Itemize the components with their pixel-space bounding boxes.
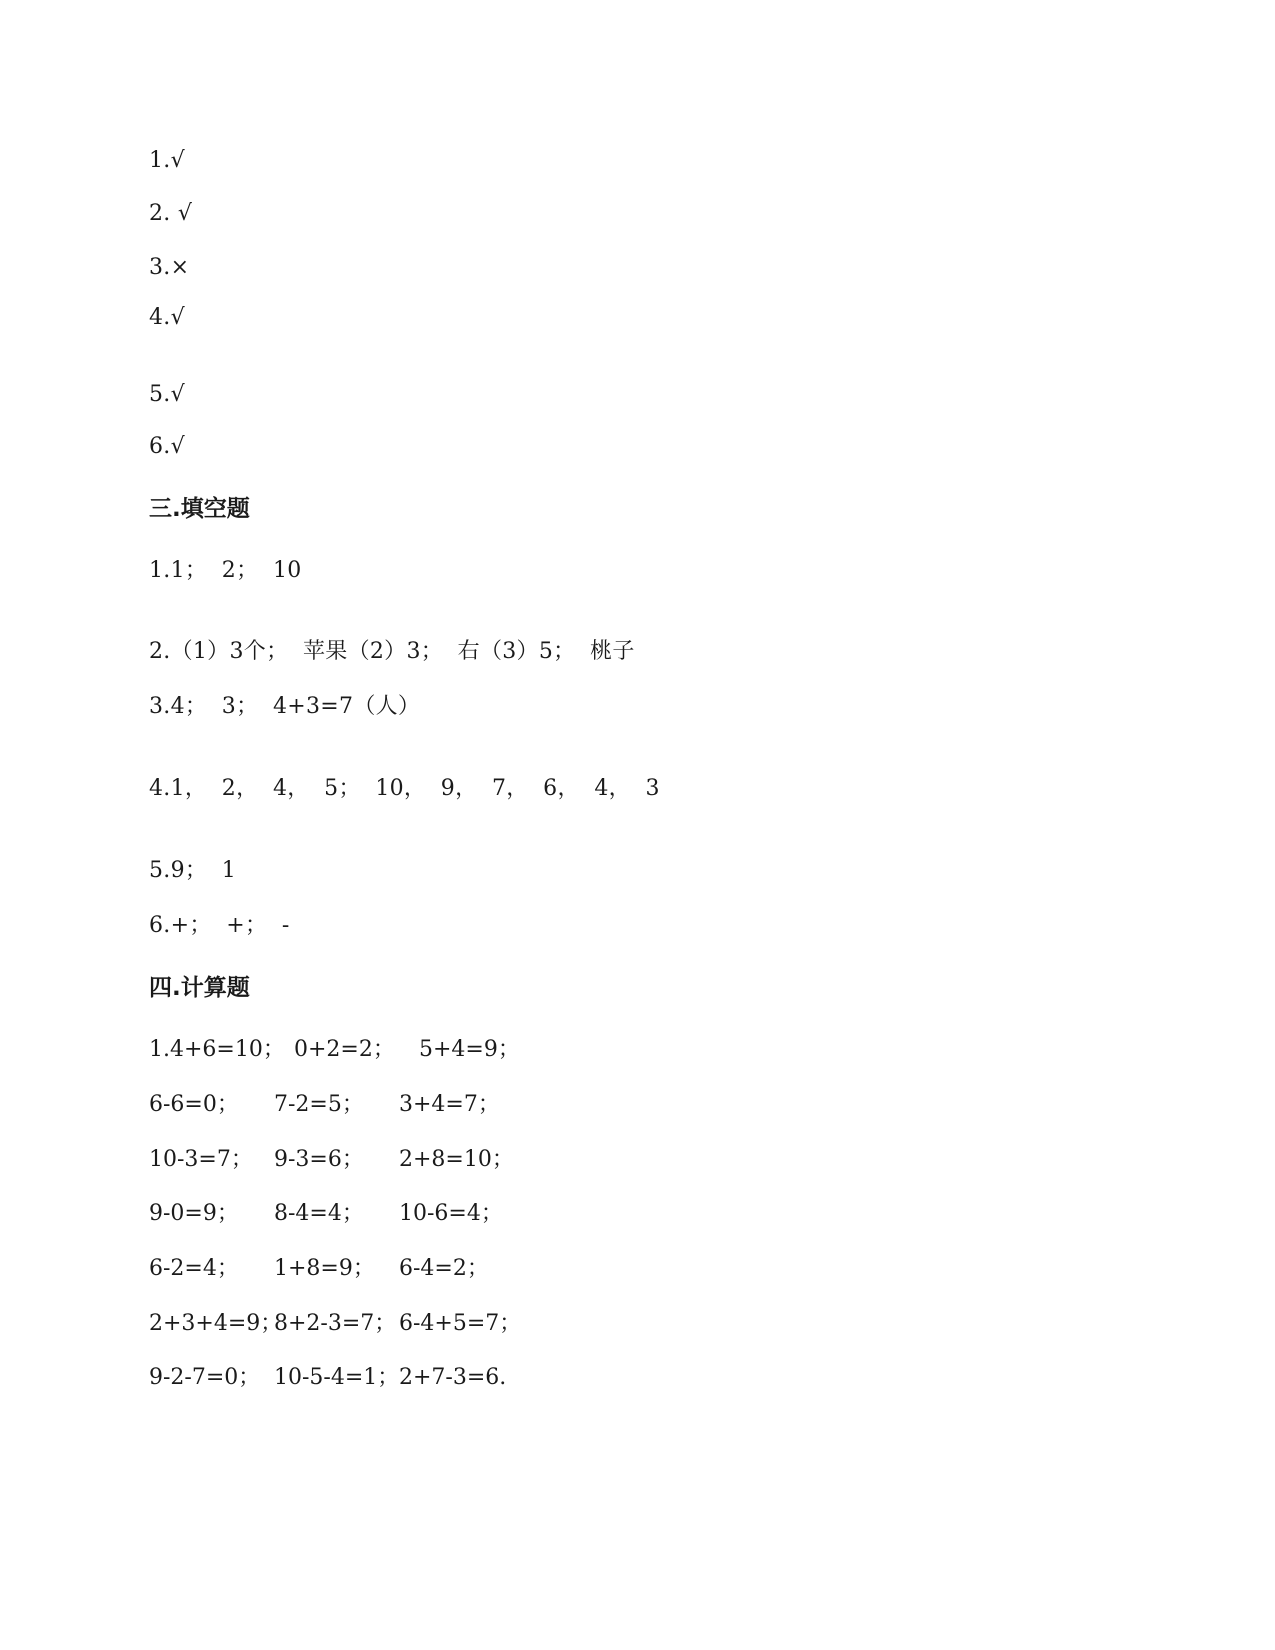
- judgement-answer-6: 6.√: [149, 434, 185, 459]
- calculation-row: [149, 1364, 507, 1392]
- fill-blank-heading: 三.填空题: [149, 496, 250, 522]
- calculation-cell: 0+2=2；: [294, 1037, 395, 1062]
- fill-blank-answer-3: 3.4； 3； 4+3=7（人）: [149, 694, 421, 719]
- calculation-cell: 6-2=4；: [149, 1256, 239, 1281]
- calculation-cell: 9-2-7=0；: [149, 1365, 261, 1390]
- fill-blank-answer-2: 2.（1）3个； 苹果（2）3； 右（3）5； 桃子: [149, 639, 635, 664]
- calculation-cell: 2+3+4=9；: [149, 1311, 283, 1336]
- judgement-answer-5: 5.√: [149, 382, 185, 407]
- calculation-cell: 1.4+6=10；: [149, 1037, 285, 1062]
- calculation-cell: 3+4=7；: [399, 1092, 500, 1117]
- calculation-cell: 6-4+5=7；: [399, 1311, 522, 1336]
- calculation-cell: 1+8=9；: [274, 1256, 375, 1281]
- calculation-cell: 10-3=7；: [149, 1147, 253, 1172]
- fill-blank-answer-5: 5.9； 1: [149, 858, 237, 883]
- calculation-cell: 6-4=2；: [399, 1256, 489, 1281]
- calculation-cell: 6-6=0；: [149, 1092, 239, 1117]
- calculation-cell: 9-0=9；: [149, 1201, 239, 1226]
- judgement-answer-3: 3.×: [149, 255, 190, 280]
- calculation-cell: 2+8=10；: [399, 1147, 514, 1172]
- calculation-row: [149, 1036, 520, 1064]
- fill-blank-answer-1: 1.1； 2； 10: [149, 558, 302, 583]
- calculation-cell: 8+2-3=7；: [274, 1311, 397, 1336]
- calculation-heading: 四.计算题: [149, 975, 250, 1001]
- calculation-row: [149, 1200, 503, 1228]
- calculation-cell: 9-3=6；: [274, 1147, 364, 1172]
- judgement-answer-2: 2. √: [149, 201, 193, 226]
- calculation-row: [149, 1146, 514, 1174]
- calculation-row: [149, 1310, 522, 1338]
- fill-blank-answer-6: 6.+； +； -: [149, 913, 290, 938]
- calculation-cell: 5+4=9；: [419, 1037, 520, 1062]
- calculation-row: [149, 1091, 500, 1119]
- judgement-answer-1: 1.√: [149, 148, 185, 173]
- calculation-row: [149, 1255, 489, 1283]
- calculation-cell: 7-2=5；: [274, 1092, 364, 1117]
- calculation-cell: 10-6=4；: [399, 1201, 503, 1226]
- calculation-cell: 8-4=4；: [274, 1201, 364, 1226]
- calculation-cell: 2+7-3=6.: [399, 1365, 507, 1390]
- judgement-answer-4: 4.√: [149, 305, 185, 330]
- fill-blank-answer-4: 4.1， 2， 4， 5； 10， 9， 7， 6， 4， 3: [149, 776, 660, 801]
- calculation-cell: 10-5-4=1；: [274, 1365, 400, 1390]
